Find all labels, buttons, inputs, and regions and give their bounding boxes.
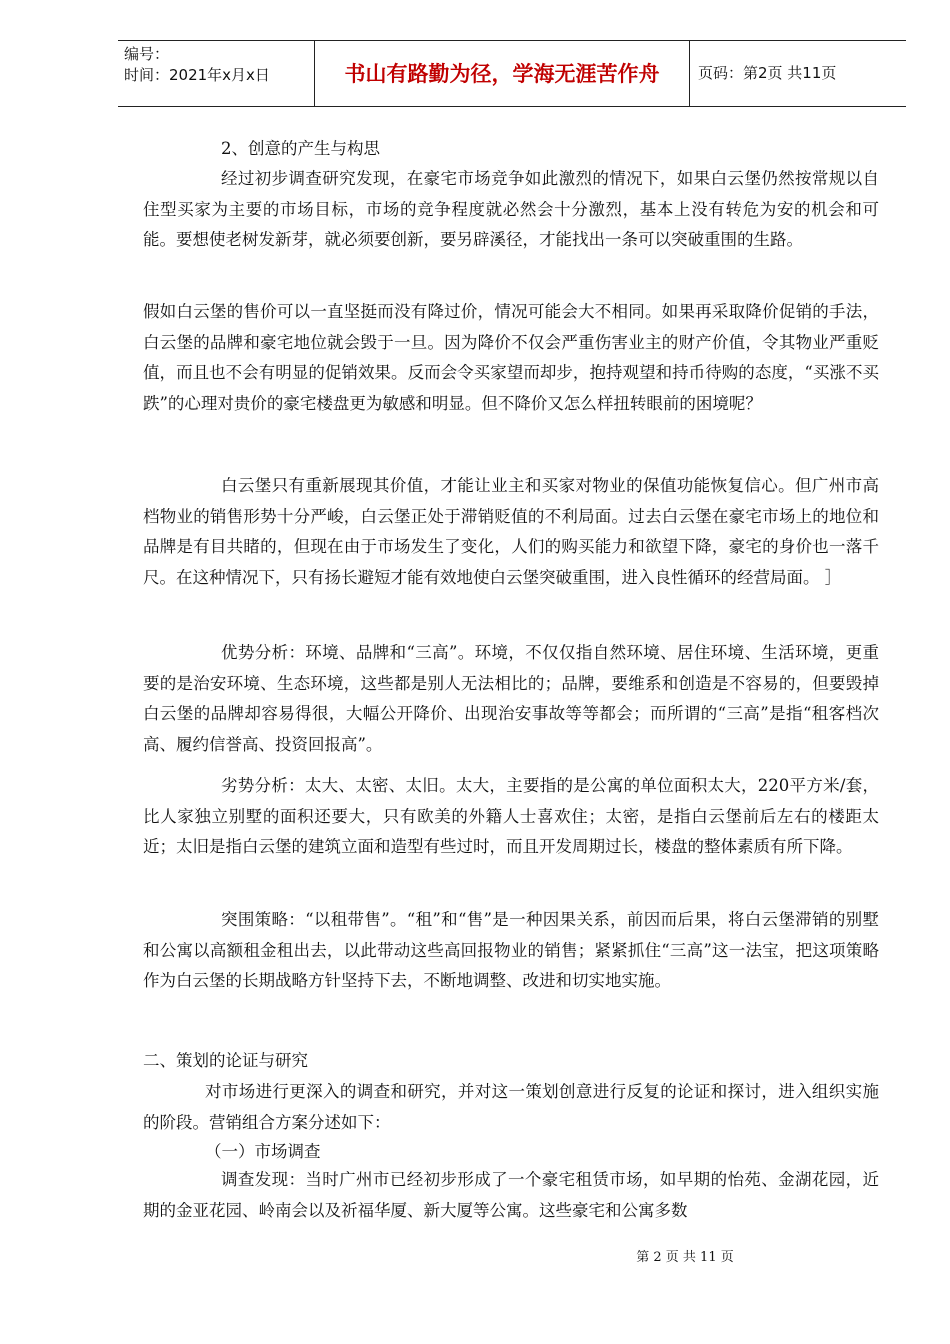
paragraph-3: 白云堡只有重新展现其价值，才能让业主和买家对物业的保值功能恢复信心。但广州市高档物业的销售形势十分严峻，白云堡正处于滞销贬值的不利局面。过去白云堡在豪宅市场上的地位和品牌是有目共睹的，但现在由于市场发生了变化，人们的购买能力和欲望下降，豪宅的身价也一落千尺。在这种情况下，只有扬长避短才能有效地使白云堡突破重围，进入良性循环的经营局面。 ］: [143, 476, 879, 587]
paragraph-7: 对市场进行更深入的调查和研究，并对这一策划创意进行反复的论证和探讨，进入组织实施的阶段。营销组合方案分述如下：: [143, 1082, 879, 1132]
header-motto: 书山有路勤为径，学海无涯苦作舟: [314, 41, 690, 106]
time-label: 时间：2021年x月x日: [124, 66, 270, 84]
paragraph-2: 假如白云堡的售价可以一直坚挺而没有降过价，情况可能会大不相同。如果再采取降价促销的手法，白云堡的品牌和豪宅地位就会毁于一旦。因为降价不仅会严重伤害业主的财产价值，令其物业严重贬值，而且也不会有明显的促销效果。反而会令买家望而却步，抱持观望和持币待购的态度，“买涨不买跌”的心理对贵价的豪宅楼盘更为敏感和明显。但不降价又怎么样扭转眼前的困境呢？: [143, 302, 879, 413]
paragraph-6: 突围策略：“以租带售”。“租”和“售”是一种因果关系，前因而后果，将白云堡滞销的别墅和公寓以高额租金租出去，以此带动这些高回报物业的销售；紧紧抓住“三高”这一法宝，把这项策略作为白云堡的长期战略方针坚持下去，不断地调整、改进和切实地实施。: [143, 910, 879, 990]
header-left-cell: [118, 41, 314, 106]
header-page-info: 页码：第2页 共11页: [698, 64, 837, 82]
paragraph-8: 调查发现：当时广州市已经初步形成了一个豪宅租赁市场，如早期的怡苑、金湖花园，近期的金亚花园、岭南会以及祈福华厦、新大厦等公寓。这些豪宅和公寓多数: [143, 1170, 879, 1220]
section-2-heading: 二、策划的论证与研究: [143, 1051, 308, 1070]
subsection-1-heading: （一）市场调查: [205, 1142, 321, 1161]
page-header: [118, 40, 906, 107]
paragraph-5: 劣势分析：太大、太密、太旧。太大，主要指的是公寓的单位面积太大，220平方米/套，比人家独立别墅的面积还要大，只有欧美的外籍人士喜欢住；太密，是指白云堡前后左右的楼距太近；太旧是指白云堡的建筑立面和造型有些过时，而且开发周期过长，楼盘的整体素质有所下降。: [143, 776, 879, 856]
paragraph-4: 优势分析：环境、品牌和“三高”。环境，不仅仅指自然环境、居住环境、生活环境，更重要的是治安环境、生态环境，这些都是别人无法相比的；品牌，要维系和创造是不容易的，但要毁掉白云堡的品牌却容易得很，大幅公开降价、出现治安事故等等都会；而所谓的“三高”是指“租客档次高、履约信誉高、投资回报高”。: [143, 643, 879, 754]
heading-2: 2、创意的产生与构思: [221, 139, 380, 158]
paragraph-1: 经过初步调查研究发现，在豪宅市场竞争如此激烈的情况下，如果白云堡仍然按常规以自住型买家为主要的市场目标，市场的竞争程度就必然会十分激烈，基本上没有转危为安的机会和可能。要想使老树发新芽，就必须要创新，要另辟溪径，才能找出一条可以突破重围的生路。: [143, 169, 879, 249]
serial-label: 编号：: [124, 45, 170, 63]
footer-page-number: 第 2 页 共 11 页: [636, 1250, 734, 1265]
page-footer: [0, 1246, 950, 1265]
